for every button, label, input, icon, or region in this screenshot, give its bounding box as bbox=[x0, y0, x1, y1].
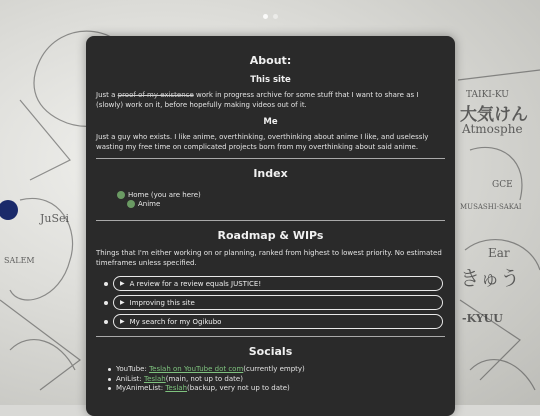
roadmap-item-label: A review for a review equals JUSTICE! bbox=[129, 279, 262, 288]
roadmap-item-label: My search for my Ogikubo bbox=[129, 317, 222, 326]
roadmap-item-label: Improving this site bbox=[129, 298, 195, 307]
bullet-icon bbox=[108, 378, 111, 381]
list-item bbox=[96, 276, 445, 291]
bg-word: TAIKI-KU bbox=[466, 90, 509, 100]
triangle-right-icon: ▶ bbox=[120, 299, 125, 306]
roadmap-item-toggle[interactable] bbox=[113, 276, 443, 291]
social-note: (backup, very not up to date) bbox=[187, 384, 290, 392]
roadmap-heading: Roadmap & WIPs bbox=[217, 229, 324, 242]
bg-word: -KYUU bbox=[462, 312, 503, 325]
roadmap-intro: Things that I'm either working on or planning, ranked from highest to lowest priority. No estimated timeframes unless specified. bbox=[96, 249, 442, 267]
list-item bbox=[96, 314, 445, 329]
index-bullet-icon bbox=[127, 200, 135, 208]
roadmap-item-toggle[interactable] bbox=[113, 314, 443, 329]
youtube-link[interactable]: Teslah on YouTube dot com bbox=[149, 365, 244, 373]
bg-word: GCE bbox=[492, 180, 513, 190]
this-site-heading: This site bbox=[250, 75, 291, 85]
carousel-dot[interactable] bbox=[273, 14, 278, 19]
content-panel bbox=[86, 36, 455, 416]
socials-list bbox=[96, 365, 445, 394]
roadmap-item-toggle[interactable] bbox=[113, 295, 443, 310]
about-heading: About: bbox=[249, 54, 292, 67]
bullet-icon bbox=[108, 387, 111, 390]
index-list bbox=[96, 191, 445, 209]
me-text: Just a guy who exists. I like anime, overthinking, overthinking about anime I like, and uselessly wasting my free time on complicated projects born from my overthinking about said anime. bbox=[96, 133, 429, 151]
bullet-icon bbox=[108, 368, 111, 371]
social-platform: AniList: bbox=[116, 374, 142, 383]
index-item-label[interactable]: Anime bbox=[138, 200, 161, 208]
bg-word: きゅう bbox=[460, 266, 520, 290]
social-platform: MyAnimeList: bbox=[116, 384, 164, 392]
social-platform: YouTube: bbox=[116, 365, 147, 373]
carousel-dots bbox=[263, 14, 278, 19]
list-item bbox=[96, 365, 445, 375]
list-item bbox=[96, 384, 445, 394]
index-item-home[interactable] bbox=[117, 191, 201, 199]
blue-magnet bbox=[0, 200, 18, 220]
list-item bbox=[96, 295, 445, 310]
bg-word: Ear bbox=[488, 246, 510, 260]
carousel-dot[interactable] bbox=[263, 14, 268, 19]
strikethrough-text: proof of my existence bbox=[117, 91, 194, 99]
triangle-right-icon: ▶ bbox=[120, 318, 125, 325]
me-heading: Me bbox=[263, 117, 278, 127]
myanimelist-link[interactable]: Teslah bbox=[165, 384, 188, 392]
bg-word: 大気けん bbox=[460, 105, 528, 125]
bg-word: JuSei bbox=[40, 212, 70, 225]
index-item-label[interactable]: Home (you are here) bbox=[128, 191, 201, 199]
index-item-anime[interactable] bbox=[127, 200, 160, 208]
bullet-icon bbox=[104, 282, 108, 286]
anilist-link[interactable]: Teslah bbox=[144, 374, 166, 383]
social-note: (main, not up to date) bbox=[165, 374, 243, 383]
list-item bbox=[96, 375, 445, 385]
triangle-right-icon: ▶ bbox=[120, 280, 125, 287]
bg-word: Atmosphe bbox=[462, 122, 523, 136]
index-bullet-icon bbox=[117, 191, 125, 199]
this-site-text: Just a proof of my existence work in progress archive for some stuff that I want to share as I (slowly) work on it, before hopefully making videos out of it. bbox=[96, 91, 419, 109]
index-heading: Index bbox=[253, 167, 288, 180]
social-note: (currently empty) bbox=[243, 365, 305, 373]
bg-word: SALEM bbox=[4, 256, 35, 265]
bg-word: MUSASHI-SAKAI bbox=[460, 203, 522, 211]
socials-heading: Socials bbox=[248, 345, 293, 358]
bullet-icon bbox=[104, 301, 108, 305]
bullet-icon bbox=[104, 320, 108, 324]
roadmap-list bbox=[96, 276, 445, 329]
